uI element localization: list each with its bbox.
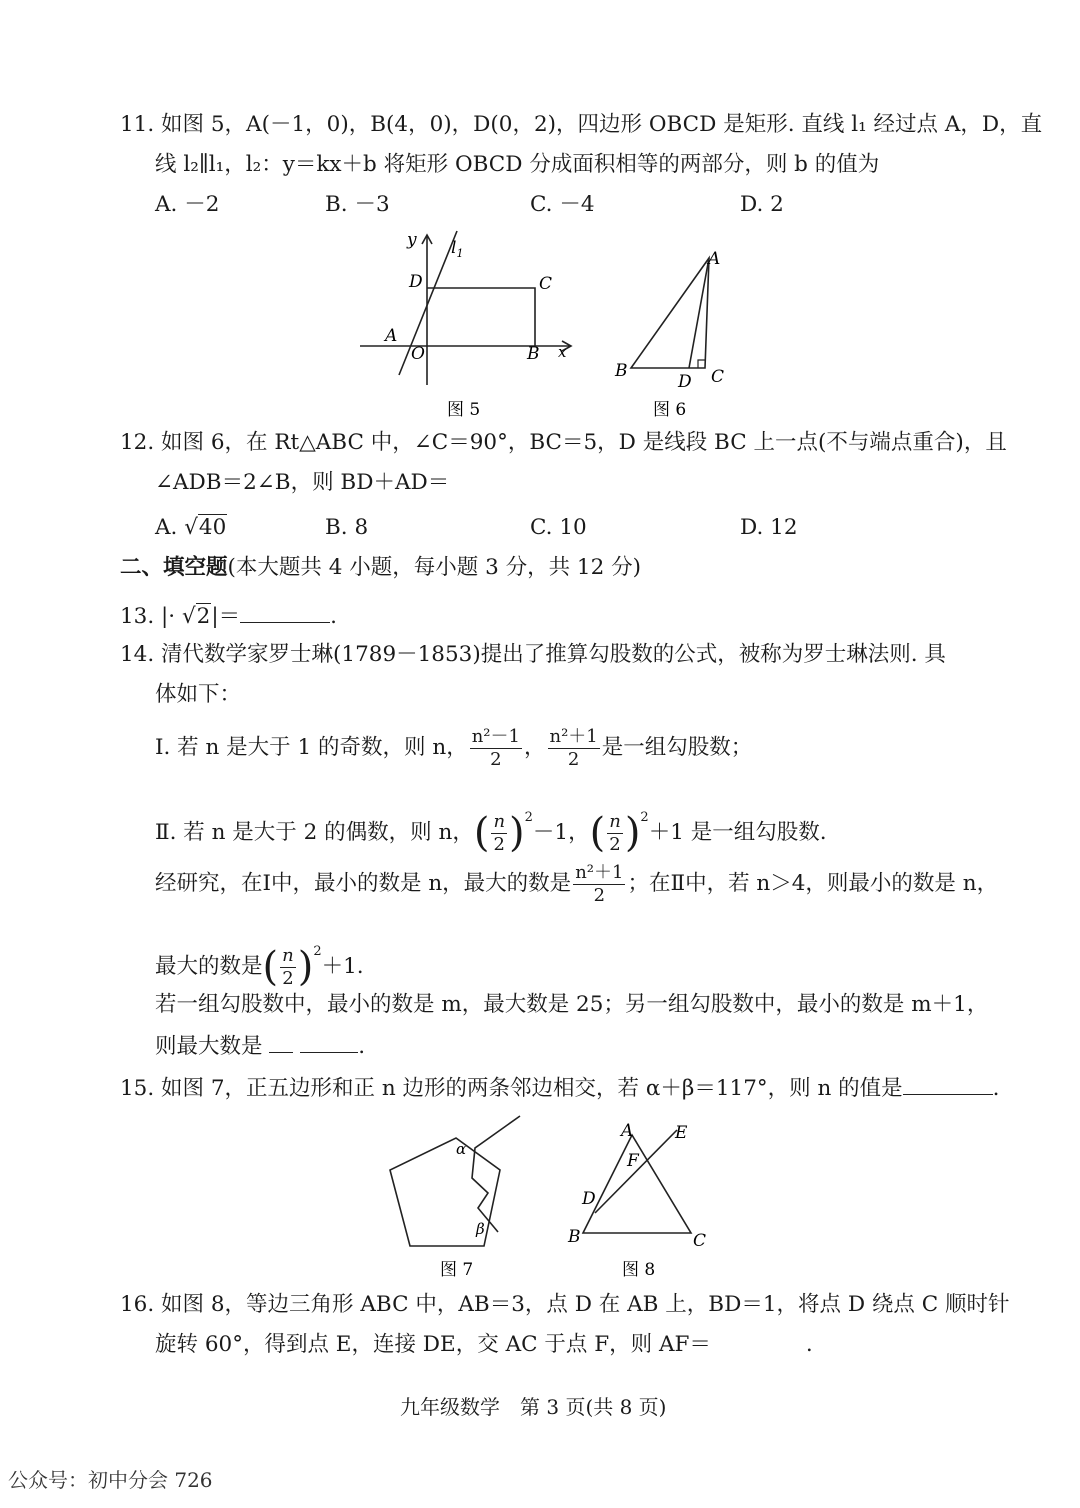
rectangle-obcd — [427, 288, 535, 346]
n-gon-edges — [472, 1116, 520, 1232]
label-a: A — [385, 326, 398, 346]
label-b: B — [568, 1227, 581, 1247]
beta-label: β — [476, 1220, 485, 1238]
triangle-abc — [631, 258, 709, 368]
q11-line2: 线 l₂∥l₁，l₂：y＝kx＋b 将矩形 OBCD 分成面积相等的两部分，则 b 的值为 — [155, 152, 880, 177]
q12-choice-d: D. 12 — [740, 515, 798, 540]
q14-answer-blank — [300, 1030, 358, 1053]
label-d: D — [409, 272, 423, 292]
line-l1 — [399, 231, 457, 375]
q14-rule-1: Ⅰ. 若 n 是大于 1 的奇数，则 n， $\frac{\text{n²－1}}{2}$ ， $\frac{\text{n²＋1}}{2}$ 是一组勾股数； — [155, 725, 753, 770]
watermark: 公众号：初中分会 726 — [8, 1468, 213, 1492]
label-b: B — [527, 344, 540, 364]
q12-choice-b: B. 8 — [325, 515, 369, 540]
q14-cond2: 则最大数是 . — [155, 1030, 365, 1062]
fig7-caption: 图 7 — [440, 1260, 474, 1280]
section-2-header: 二、填空题(本大题共 4 小题，每小题 3 分，共 12 分) — [120, 555, 642, 580]
figure-8 — [565, 1118, 715, 1283]
q15: 15. 如图 7，正五边形和正 n 边形的两条邻边相交，若 α＋β＝117°，则 n 的值是 . — [120, 1072, 1000, 1104]
q16-line2: 旋转 60°，得到点 E，连接 DE，交 AC 于点 F，则 AF＝ . — [155, 1332, 813, 1357]
label-y: y — [407, 230, 417, 250]
figure-7 — [380, 1108, 530, 1283]
fig5-caption: 图 5 — [447, 400, 481, 420]
label-c: C — [539, 274, 553, 294]
right-angle-mark — [698, 360, 705, 368]
q14-study: 经研究，在Ⅰ中，最小的数是 n，最大的数是 $\frac{\text{n²＋1}}{2}$ ；在Ⅱ中，若 n＞4，则最小的数是 n， — [155, 861, 999, 906]
figure-6 — [605, 240, 745, 425]
q12-line1: 12. 如图 6，在 Rt△ABC 中，∠C＝90°，BC＝5，D 是线段 BC 上一点(不与端点重合)，且 — [120, 430, 1007, 455]
figure-5 — [355, 225, 585, 425]
label-o: O — [411, 344, 425, 364]
label-a: A — [621, 1121, 634, 1141]
fig8-caption: 图 8 — [622, 1260, 656, 1280]
alpha-label: α — [456, 1140, 467, 1158]
q14-max: 最大的数是( $\frac{n}{2}$ )$^2$＋1. — [155, 944, 364, 990]
q12-line2: ∠ADB＝2∠B，则 BD＋AD＝ — [155, 470, 450, 495]
label-b: B — [615, 361, 628, 381]
label-f: F — [627, 1151, 639, 1171]
page-footer: 九年级数学 第 3 页(共 8 页) — [400, 1395, 667, 1419]
q11-choice-b: B. －3 — [325, 192, 390, 217]
q15-answer-blank — [903, 1072, 993, 1095]
label-d: D — [582, 1189, 596, 1209]
q14-rule-2: Ⅱ. 若 n 是大于 2 的偶数，则 n，( $\frac{n}{2}$ )$^2$－1，( $\frac{n}{2}$ )$^2$＋1 是一组勾股数. — [155, 810, 827, 856]
label-a: A — [708, 249, 721, 269]
fig6-caption: 图 6 — [653, 400, 687, 420]
equilateral-triangle-abc — [583, 1135, 691, 1233]
q12-choice-c: C. 10 — [530, 515, 587, 540]
q11-choice-d: D. 2 — [740, 192, 784, 217]
q13-answer-blank — [240, 600, 330, 623]
q11-choice-c: C. －4 — [530, 192, 595, 217]
label-c: C — [693, 1231, 707, 1251]
label-l1: $l_1$ — [451, 238, 464, 260]
label-c: C — [711, 367, 725, 387]
q11-line1: 11. 如图 5，A(－1，0)，B(4，0)，D(0，2)，四边形 OBCD 是矩形. 直线 l₁ 经过点 A，D，直 — [120, 112, 1043, 137]
q14-cond1: 若一组勾股数中，最小的数是 m，最大数是 25；另一组勾股数中，最小的数是 m＋1， — [155, 992, 989, 1017]
label-d: D — [678, 372, 692, 392]
q13: 13. |· √2|＝ . — [120, 600, 337, 632]
label-x: x — [558, 343, 567, 361]
q14-line2: 体如下： — [155, 682, 242, 707]
q16-line1: 16. 如图 8，等边三角形 ABC 中，AB＝3，点 D 在 AB 上，BD＝1，将点 D 绕点 C 顺时针 — [120, 1292, 1010, 1317]
q12-choice-a: A. √40 — [155, 515, 227, 540]
q11-choice-a: A. －2 — [155, 192, 220, 217]
label-e: E — [675, 1123, 688, 1143]
q14-line1: 14. 清代数学家罗士琳(1789－1853)提出了推算勾股数的公式，被称为罗士琳法则. 具 — [120, 642, 946, 667]
